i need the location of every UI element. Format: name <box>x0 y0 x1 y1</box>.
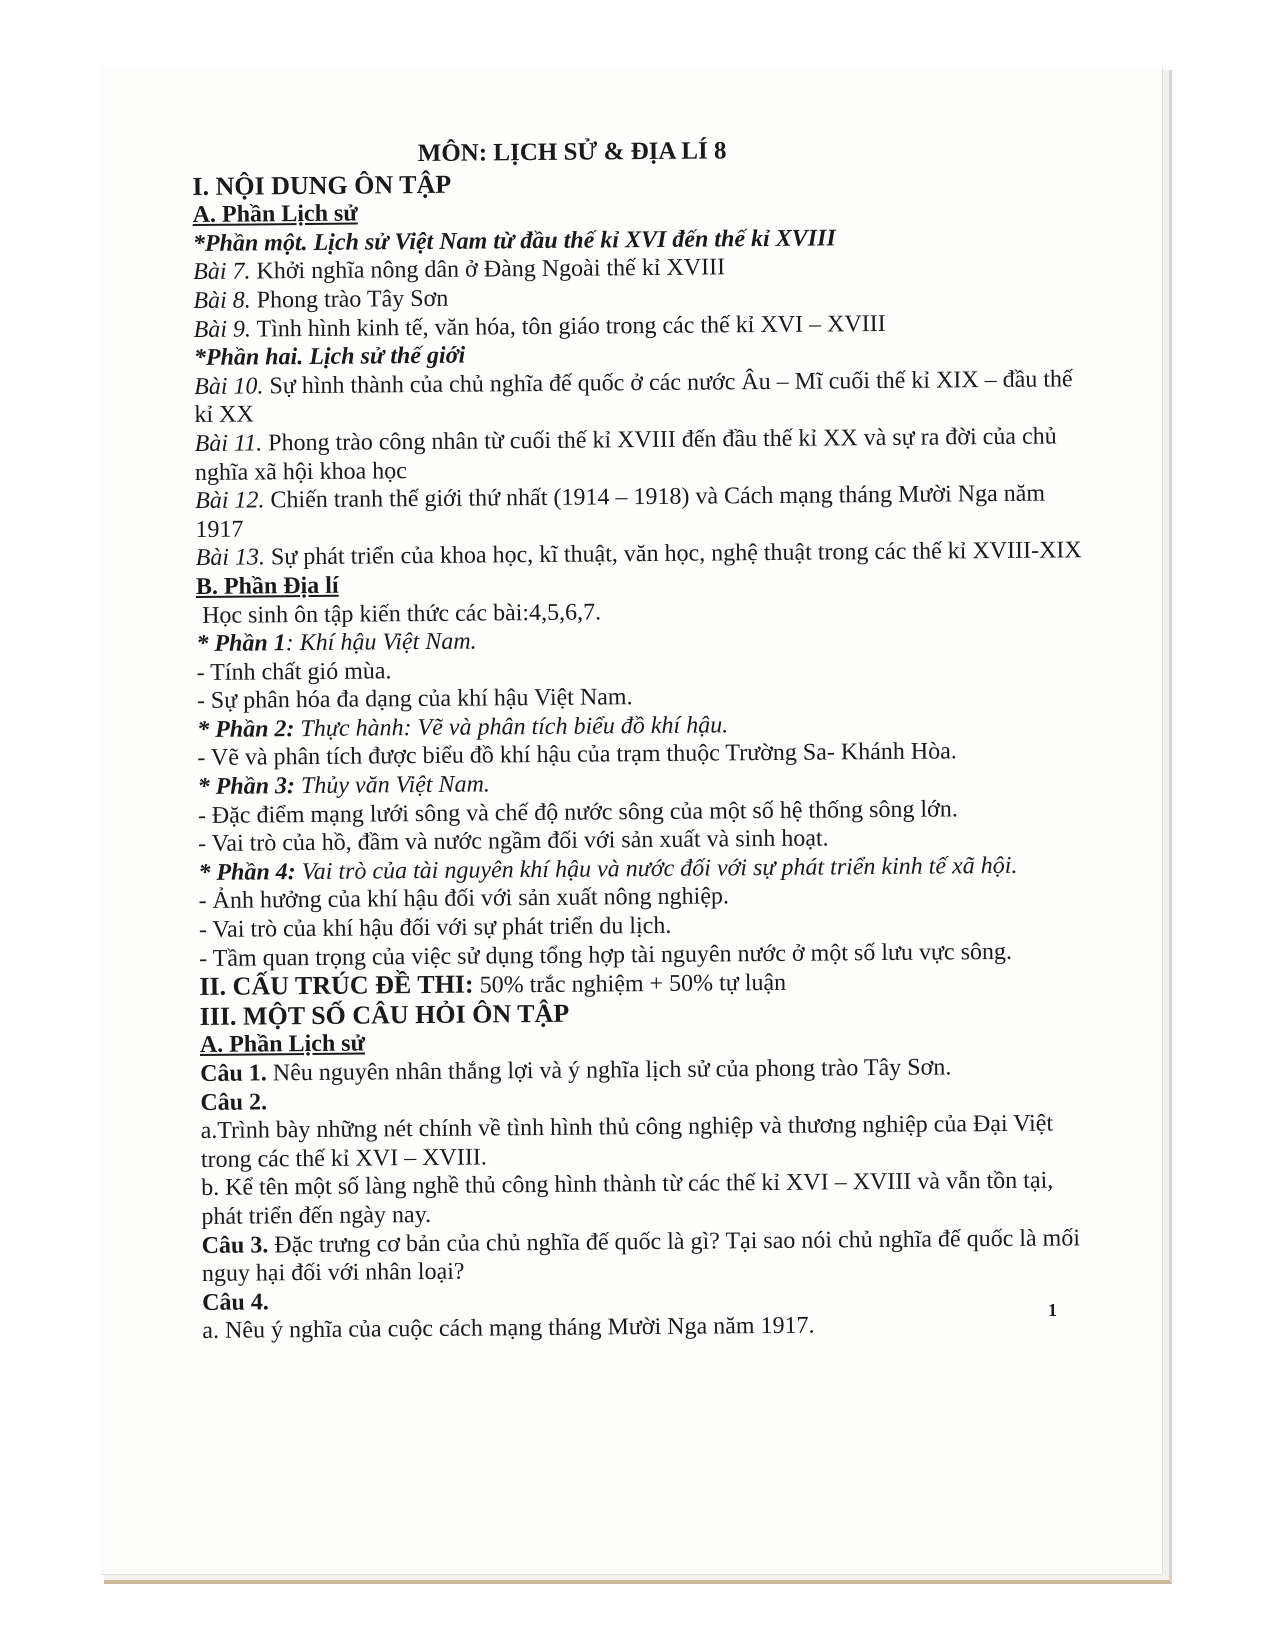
part-a-review-heading: A. Phần Lịch sử <box>199 1030 366 1059</box>
lesson-title: Chiến tranh thế giới thứ nhất (1914 – 1918) và Cách mạng tháng Mười Nga năm <box>264 480 1046 514</box>
lesson-number: Bài 10. <box>194 373 264 400</box>
geography-bullet: - Đặc điểm mạng lưới sông và chế độ nước sông của một số hệ thống sông lớn. <box>197 795 958 829</box>
question-label: Câu 1. <box>200 1060 267 1087</box>
geography-part-title: Vai trò của tài nguyên khí hậu và nước đối với sự phát triển kinh tế xã hội. <box>295 852 1018 885</box>
lesson-title: Tình hình kinh tế, văn hóa, tôn giáo trong các thế kỉ XVI – XVIII <box>250 310 886 343</box>
document-page <box>100 66 1162 1574</box>
exam-structure-label: II. CẤU TRÚC ĐỀ THI: <box>199 969 474 1002</box>
question-2a-line-2: trong các thế kỉ XVI – XVIII. <box>200 1144 487 1173</box>
document-title: MÔN: LỊCH SỬ & ĐỊA LÍ 8 <box>417 137 727 168</box>
lesson-title: Khởi nghĩa nông dân ở Đàng Ngoài thế kỉ XVIII <box>250 254 726 285</box>
question-3-continuation: nguy hại đối với nhân loại? <box>201 1258 465 1288</box>
question-text: Nêu nguyên nhân thắng lợi và ý nghĩa lịch sử của phong trào Tây Sơn. <box>266 1054 952 1087</box>
question-label: Câu 3. <box>201 1231 269 1259</box>
lesson-number: Bài 8. <box>193 287 251 314</box>
geography-part-title: Thực hành: Vẽ và phân tích biểu đồ khí hậu. <box>294 712 729 743</box>
geography-intro: Học sinh ôn tập kiến thức các bài:4,5,6,7. <box>202 598 602 629</box>
lesson-continuation: kỉ XX <box>194 401 254 429</box>
document-body <box>192 134 1122 1346</box>
lesson-title: Phong trào Tây Sơn <box>250 285 449 314</box>
geography-part-title: Thủy văn Việt Nam. <box>294 771 490 800</box>
question-4-label: Câu 4. <box>202 1289 269 1316</box>
lesson-number: Bài 11. <box>194 430 263 457</box>
geography-part-title: : Khí hậu Việt Nam. <box>285 628 477 657</box>
geography-bullet: - Vai trò của khí hậu đối với sự phát triển du lịch. <box>198 912 672 944</box>
geography-bullet: - Vẽ và phân tích được biểu đồ khí hậu của trạm thuộc Trường Sa- Khánh Hòa. <box>197 738 957 772</box>
question-4a: a. Nêu ý nghĩa của cuộc cách mạng tháng Mười Nga năm 1917. <box>202 1312 815 1345</box>
geography-bullet: - Tính chất gió mùa. <box>196 657 392 686</box>
lesson-number: Bài 13. <box>195 544 266 572</box>
lesson-continuation: 1917 <box>195 516 244 543</box>
geography-part-label: * Phần 4: <box>198 858 296 886</box>
section-1-heading: I. NỘI DUNG ÔN TẬP <box>192 169 452 201</box>
lesson-title: Phong trào công nhân từ cuối thế kỉ XVIII đến đầu thế kỉ XX và sự ra đời của chủ <box>262 423 1057 457</box>
question-2-label: Câu 2. <box>200 1088 268 1116</box>
history-part-2-heading: *Phần hai. Lịch sử thế giới <box>193 342 466 372</box>
question-2b-line-1: b. Kể tên một số làng nghề thủ công hình thành từ các thế kỉ XVI – XVIII và vẫn tồn tại, <box>201 1167 1054 1202</box>
question-2a-line-1: a.Trình bày những nét chính về tình hình thủ công nghiệp và thương nghiệp của Đại Việt <box>200 1110 1054 1145</box>
geography-part-label: * Phần 1 <box>196 630 286 658</box>
question-text: Đặc trưng cơ bản của chủ nghĩa đế quốc là gì? Tại sao nói chủ nghĩa đế quốc là mối <box>268 1224 1081 1258</box>
lesson-number: Bài 9. <box>193 316 252 343</box>
geography-bullet: - Tầm quan trọng của việc sử dụng tổng hợp tài nguyên nước ở một số lưu vực sông. <box>199 938 1013 972</box>
geography-bullet: - Vai trò của hồ, đầm và nước ngầm đối với sản xuất và sinh hoạt. <box>198 825 829 858</box>
geography-bullet: - Ảnh hưởng của khí hậu đối với sản xuất nông nghiệp. <box>198 883 730 915</box>
question-2b-line-2: phát triển đến ngày nay. <box>201 1201 432 1230</box>
exam-structure-text: 50% trắc nghiệm + 50% tự luận <box>473 970 787 999</box>
history-part-1-heading: *Phần một. Lịch sử Việt Nam từ đầu thế kỉ XVI đến thế kỉ XVIII <box>192 225 836 257</box>
lesson-title: Sự hình thành của chủ nghĩa đế quốc ở các nước Âu – Mĩ cuối thế kỉ XIX – đầu thế <box>263 366 1073 400</box>
part-b-heading: B. Phần Địa lí <box>195 572 339 600</box>
lesson-title: Sự phát triển của khoa học, kĩ thuật, văn học, nghệ thuật trong các thế kỉ XVIII-XIX <box>264 537 1082 571</box>
lesson-continuation: nghĩa xã hội khoa học <box>194 457 407 486</box>
section-3-heading: III. MỘT SỐ CÂU HỎI ÔN TẬP <box>199 998 570 1031</box>
lesson-number: Bài 12. <box>195 487 265 515</box>
lesson-number: Bài 7. <box>193 258 251 286</box>
part-a-heading: A. Phần Lịch sử <box>192 200 358 229</box>
geography-part-label: * Phần 2: <box>197 716 295 743</box>
geography-bullet: - Sự phân hóa đa dạng của khí hậu Việt Nam. <box>196 684 633 715</box>
geography-part-label: * Phần 3: <box>197 773 296 801</box>
page-number: 1 <box>1048 1300 1057 1320</box>
